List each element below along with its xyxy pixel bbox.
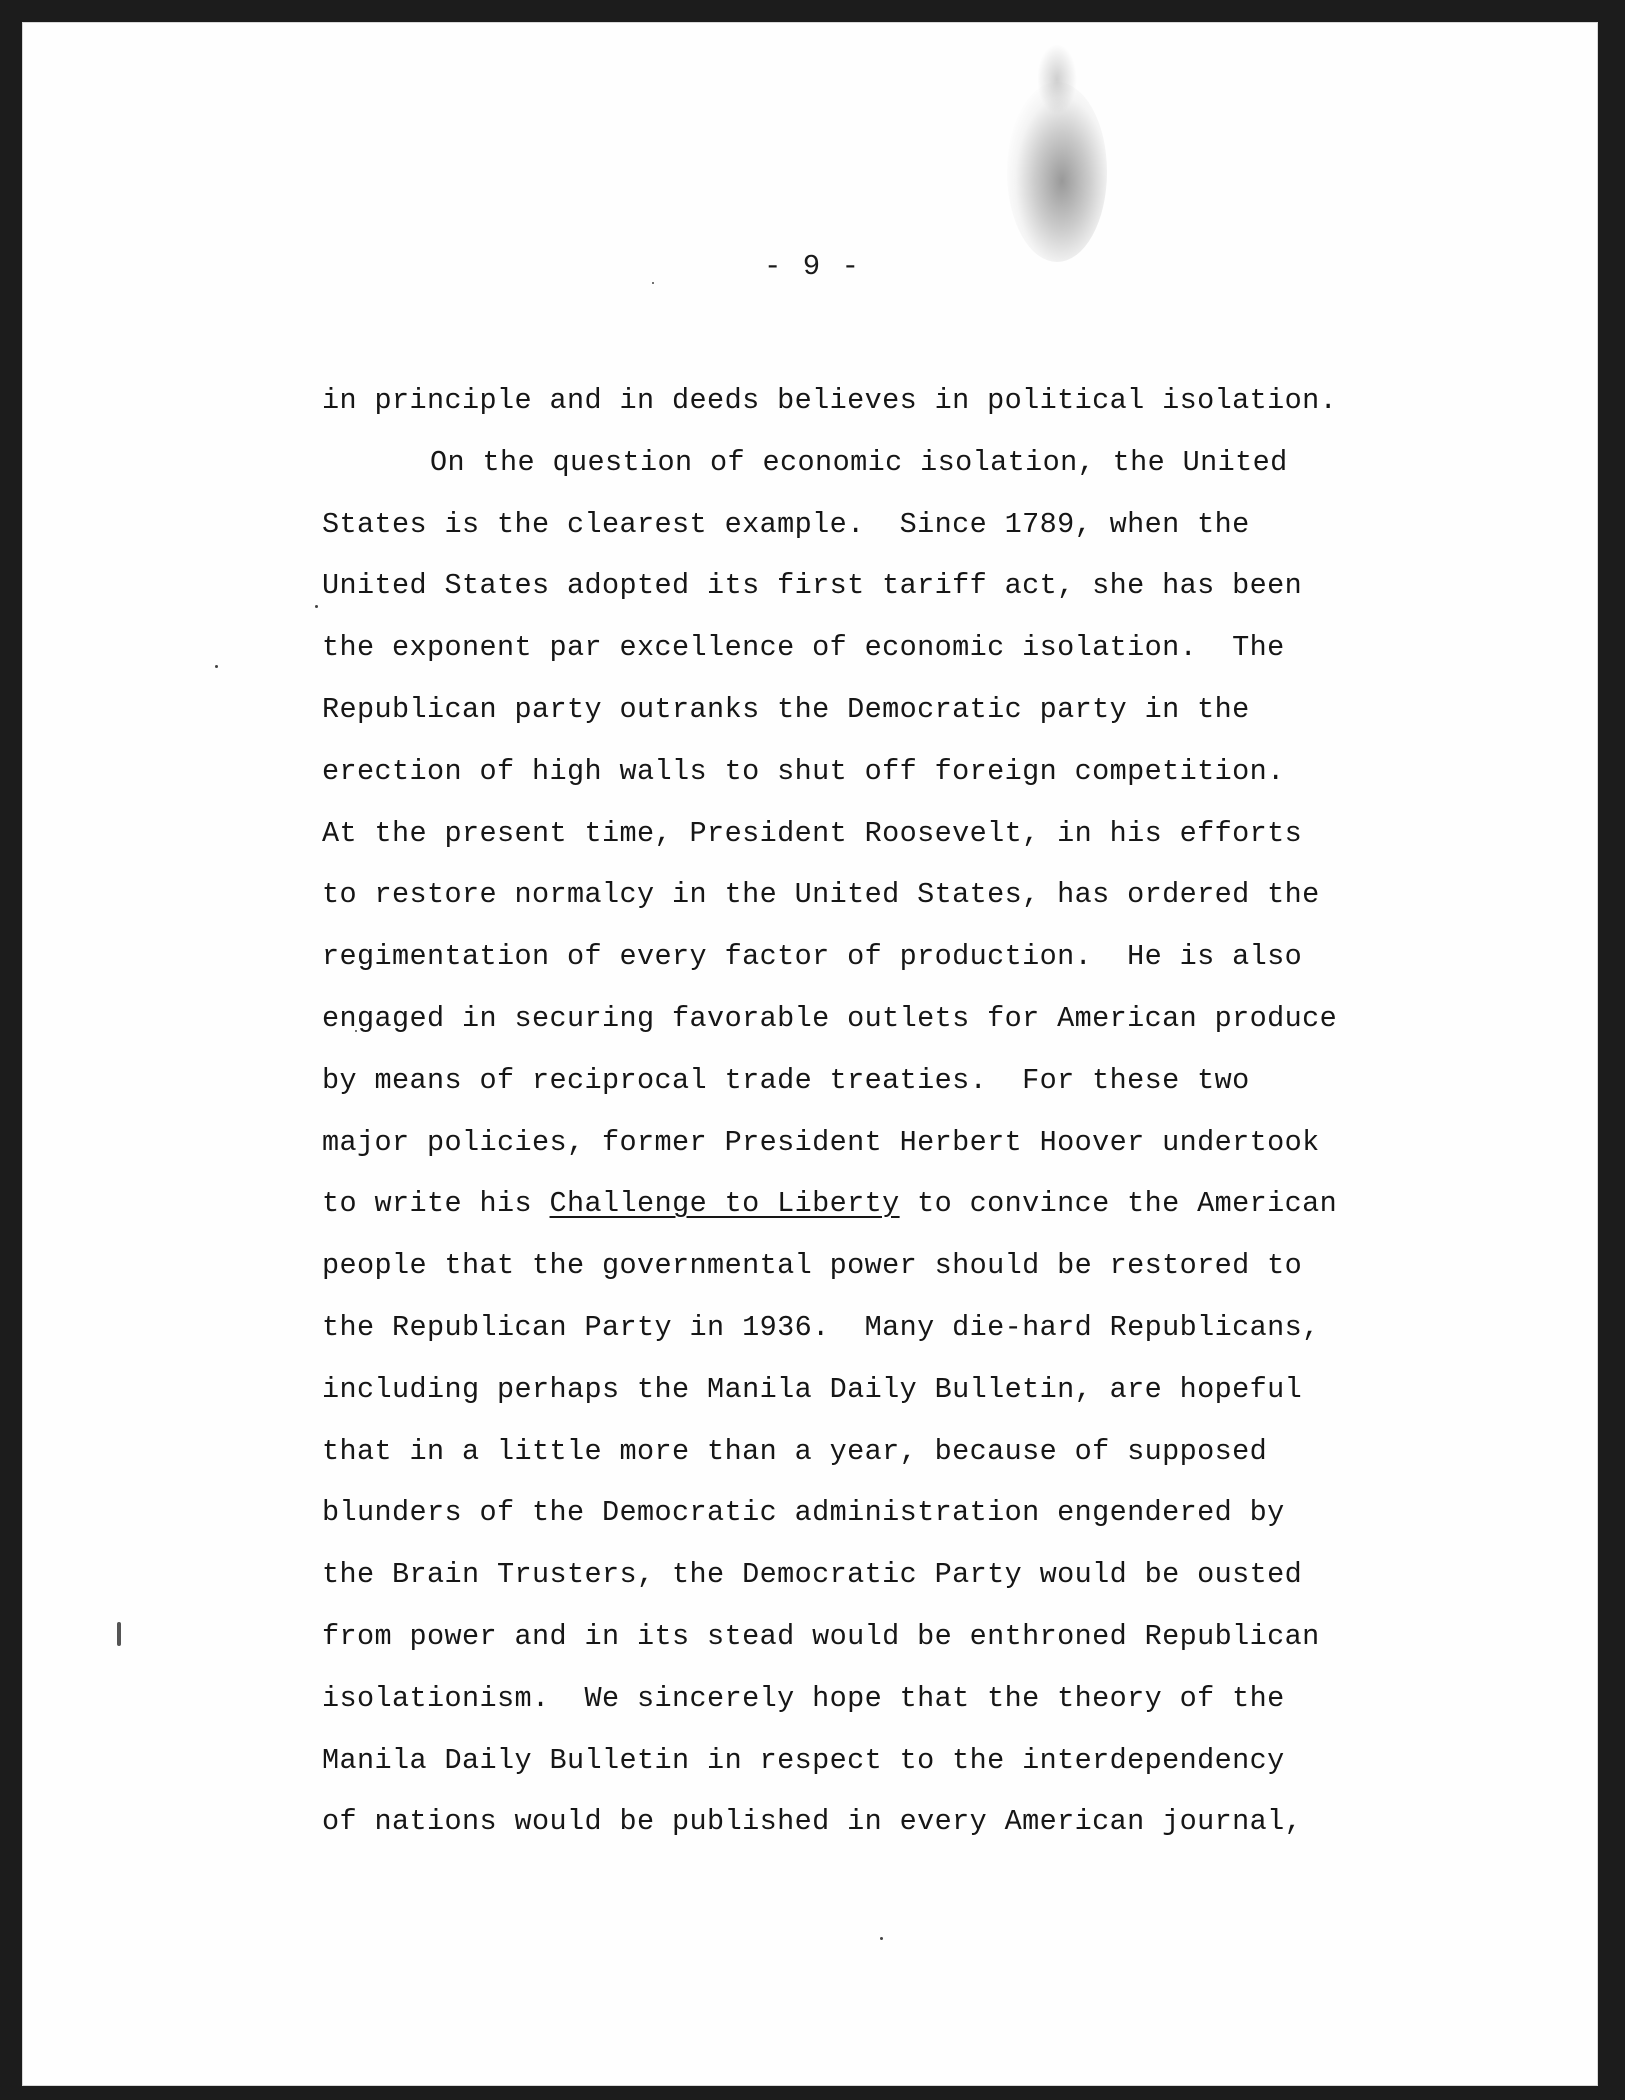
text-segment: to restore normalcy in the United States, has ordered the: [322, 878, 1320, 912]
text-line: [322, 1235, 1422, 1297]
text-line: [322, 864, 1422, 926]
text-line: [322, 988, 1422, 1050]
page-number: - 9 -: [763, 250, 861, 283]
text-line: [322, 494, 1422, 556]
dust-speck: [315, 605, 318, 608]
text-line: [322, 617, 1422, 679]
text-line: [322, 1791, 1422, 1853]
text-segment: On the question of economic isolation, the United: [430, 445, 1288, 479]
text-segment: Republican party outranks the Democratic party in the: [322, 692, 1250, 726]
text-segment: by means of reciprocal trade treaties. For these two: [322, 1063, 1250, 1097]
text-line: [322, 432, 1422, 494]
text-line: [322, 1606, 1422, 1668]
text-segment: Manila Daily Bulletin in respect to the interdependency: [322, 1743, 1285, 1777]
text-segment: blunders of the Democratic administration engendered by: [322, 1496, 1285, 1530]
text-line: [322, 1359, 1422, 1421]
text-segment: to write his: [322, 1187, 550, 1221]
text-line: [322, 926, 1422, 988]
text-segment: of nations would be published in every American journal,: [322, 1805, 1303, 1839]
text-segment: isolationism. We sincerely hope that the theory of the: [322, 1681, 1285, 1715]
text-line: [322, 803, 1422, 865]
document-body: [322, 370, 1422, 1853]
margin-mark: [117, 1622, 121, 1646]
text-line: [322, 555, 1422, 617]
text-segment: to convince the American: [899, 1187, 1338, 1221]
text-segment: the exponent par excellence of economic isolation. The: [322, 631, 1285, 665]
text-segment: including perhaps the Manila Daily Bulletin, are hopeful: [322, 1372, 1303, 1406]
text-segment: that in a little more than a year, because of supposed: [322, 1434, 1268, 1468]
text-segment: States is the clearest example. Since 1789, when the: [322, 507, 1250, 541]
text-segment: the Brain Trusters, the Democratic Party would be ousted: [322, 1558, 1303, 1592]
text-segment: United States adopted its first tariff act, she has been: [322, 569, 1303, 603]
text-line: [322, 1544, 1422, 1606]
text-line: [322, 1421, 1422, 1483]
text-line: [322, 370, 1422, 432]
text-line: [322, 1173, 1422, 1235]
text-segment: major policies, former President Herbert Hoover undertook: [322, 1125, 1320, 1159]
ink-smudge: [1037, 44, 1077, 114]
text-line: [322, 1668, 1422, 1730]
text-line: [322, 741, 1422, 803]
text-segment: engaged in securing favorable outlets for American produce: [322, 1001, 1338, 1035]
dust-speck: [880, 1937, 883, 1940]
text-line: [322, 1050, 1422, 1112]
text-segment: erection of high walls to shut off foreign competition.: [322, 754, 1285, 788]
text-segment: At the present time, President Roosevelt, in his efforts: [322, 816, 1303, 850]
text-segment: people that the governmental power should be restored to: [322, 1249, 1303, 1283]
text-line: [322, 1482, 1422, 1544]
text-line: [322, 1730, 1422, 1792]
dust-speck: [215, 665, 218, 668]
text-segment: in principle and in deeds believes in political isolation.: [322, 384, 1338, 417]
text-segment: from power and in its stead would be enthroned Republican: [322, 1619, 1320, 1653]
text-segment: the Republican Party in 1936. Many die-hard Republicans,: [322, 1310, 1320, 1344]
text-line: [322, 1297, 1422, 1359]
text-segment: regimentation of every factor of production. He is also: [322, 940, 1303, 974]
text-line: [322, 679, 1422, 741]
text-line: [322, 1112, 1422, 1174]
book-title: Challenge to Liberty: [549, 1187, 900, 1221]
